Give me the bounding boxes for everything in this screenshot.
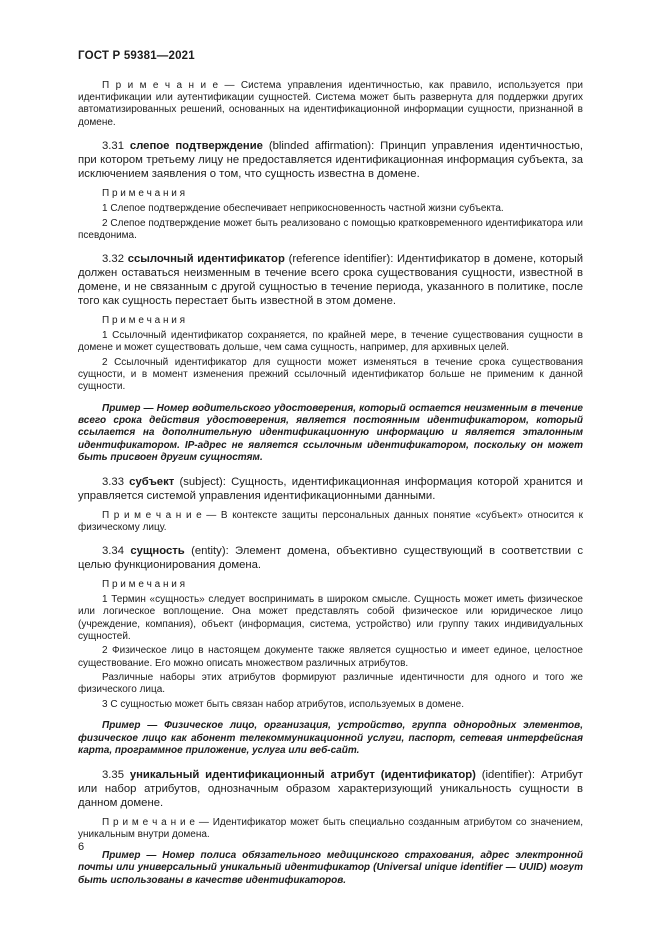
- paragraph-term: [78, 252, 583, 308]
- paragraph-note-cont: [78, 672, 583, 696]
- text-segment: П р и м е ч а н и е — Идентификатор может быть специально созданным атрибутом со значением, уникальным внутри домена.: [78, 816, 583, 840]
- paragraph-notes-header: [78, 315, 583, 327]
- paragraph-example: [78, 403, 583, 465]
- paragraph-note-item: [78, 218, 583, 242]
- text-segment: Различные наборы этих атрибутов формируют различные идентичности для одного и того же физического лица.: [78, 672, 583, 696]
- paragraph-note-item: [78, 357, 583, 394]
- paragraph-note-item: [78, 330, 583, 354]
- paragraph-note-item: [78, 594, 583, 643]
- document-content: [78, 80, 583, 887]
- paragraph-term: [78, 475, 583, 503]
- text-segment: (reference identifier): Идентификатор в домене, который должен оставаться неизменным в течение всего срока существования сущности, известной в домене, и не связанным с другой сущностью в течение периода, указанного в политике, после того как сущность перестает быть известной в этом домене.: [78, 253, 584, 307]
- term-bold-text: сущность: [130, 544, 185, 557]
- text-segment: 3.31: [102, 139, 130, 152]
- text-segment: П р и м е ч а н и е — Система управления идентичностью, как правило, используется при идентификации или аутентификации сущностей. Система может быть развернута для поддержки других автоматизированных решений, основанных на идентификационной информации сущности, признанной в домене.: [78, 80, 583, 128]
- paragraph-example: [78, 850, 583, 887]
- paragraph-notes-header: [78, 579, 583, 591]
- text-segment: П р и м е ч а н и я: [102, 187, 186, 199]
- text-segment: 3 С сущностью может быть связан набор атрибутов, используемых в домене.: [102, 699, 464, 711]
- text-segment: 3.32: [102, 253, 128, 265]
- text-segment: 2 Слепое подтверждение может быть реализовано с помощью кратковременного идентификатора или псевдонима.: [78, 217, 583, 241]
- paragraph-note: [78, 510, 583, 534]
- text-segment: Пример — Номер полиса обязательного медицинского страхования, адрес электронной почты или универсальный уникальный идентификатор (Universal unique identifier — UUID) могут быть использованы в качестве идентификаторов.: [78, 849, 583, 886]
- text-segment: (identifier): Атрибут или набор атрибутов, однозначным образом характеризующий уникальность сущности в данном домене.: [78, 768, 583, 809]
- text-segment: (blinded affirmation): Принцип управления идентичностью, при котором третьему лицу не предоставляется идентификационная информация субъекта, за исключением заявления о том, что сущность известна в домене.: [78, 139, 583, 180]
- text-segment: П р и м е ч а н и я: [102, 578, 186, 590]
- paragraph-note: [78, 817, 583, 841]
- paragraph-note-item: [78, 699, 583, 711]
- paragraph-note-item: [78, 645, 583, 669]
- term-bold-text: ссылочный идентификатор: [127, 253, 285, 265]
- paragraph-term: [78, 768, 583, 810]
- paragraph-notes-header: [78, 188, 583, 200]
- text-segment: (subject): Сущность, идентификационная информация которой хранится и управляется системой управления идентификационными данными.: [78, 475, 583, 502]
- text-segment: П р и м е ч а н и е — В контексте защиты персональных данных понятие «субъект» относится к физическому лицу.: [78, 509, 583, 533]
- paragraph-note: [78, 80, 583, 129]
- text-segment: 3.35: [102, 768, 130, 781]
- text-segment: 2 Ссылочный идентификатор для сущности может изменяться в течение срока существования сущности, и в момент изменения прежний ссылочный идентификатор больше не применим к данной сущности.: [78, 357, 583, 393]
- text-segment: (entity): Элемент домена, объективно существующий в соответствии с целью функционирования домена.: [78, 544, 583, 571]
- text-segment: Пример — Номер водительского удостоверения, который остается неизменным в течение всего срока действия удостоверения, является постоянным идентификатором, который ссылается на дополнительную идентификационную информацию и является эталонным идентификатором. IP-адрес не является ссылочным идентификатором, поскольку он может быть присвоен другим сущностям.: [78, 402, 583, 464]
- page-number: 6: [78, 841, 85, 853]
- text-segment: 2 Физическое лицо в настоящем документе также является сущностью и имеет единое, целостное существование. Его можно описать множеством различных атрибутов.: [78, 645, 583, 669]
- text-segment: П р и м е ч а н и я: [102, 315, 186, 326]
- document-header: ГОСТ Р 59381—2021: [78, 50, 195, 62]
- text-segment: Пример — Физическое лицо, организация, устройство, группа однородных элементов, физическое лицо как абонент телекоммуникационной услуги, паспорт, сетевая интерфейсная карта, программное приложение, услуга или веб-сайт.: [78, 720, 583, 757]
- paragraph-example: [78, 720, 583, 757]
- paragraph-term: [78, 544, 583, 572]
- text-segment: 1 Термин «сущность» следует воспринимать в широком смысле. Сущность может иметь физическое или логическое воплощение. Она может представлять собой физическое или юридическое лицо (учреждение, компания), объект (информация, система, устройство) или группу таких индивидуальных сущностей.: [78, 594, 583, 642]
- text-segment: 1 Слепое подтверждение обеспечивает неприкосновенность частной жизни субъекта.: [102, 202, 504, 214]
- text-segment: 1 Ссылочный идентификатор сохраняется, по крайней мере, в течение существования сущности в домене и может существовать дольше, чем сама сущность, например, для архивных целей.: [78, 330, 583, 354]
- paragraph-term: [78, 139, 583, 181]
- term-bold-text: слепое подтверждение: [129, 139, 263, 152]
- paragraph-note-item: [78, 203, 583, 215]
- text-segment: 3.34: [102, 544, 131, 557]
- term-bold-text: уникальный идентификационный атрибут (идентификатор): [129, 768, 476, 781]
- term-bold-text: субъект: [129, 475, 175, 488]
- text-segment: 3.33: [102, 475, 130, 488]
